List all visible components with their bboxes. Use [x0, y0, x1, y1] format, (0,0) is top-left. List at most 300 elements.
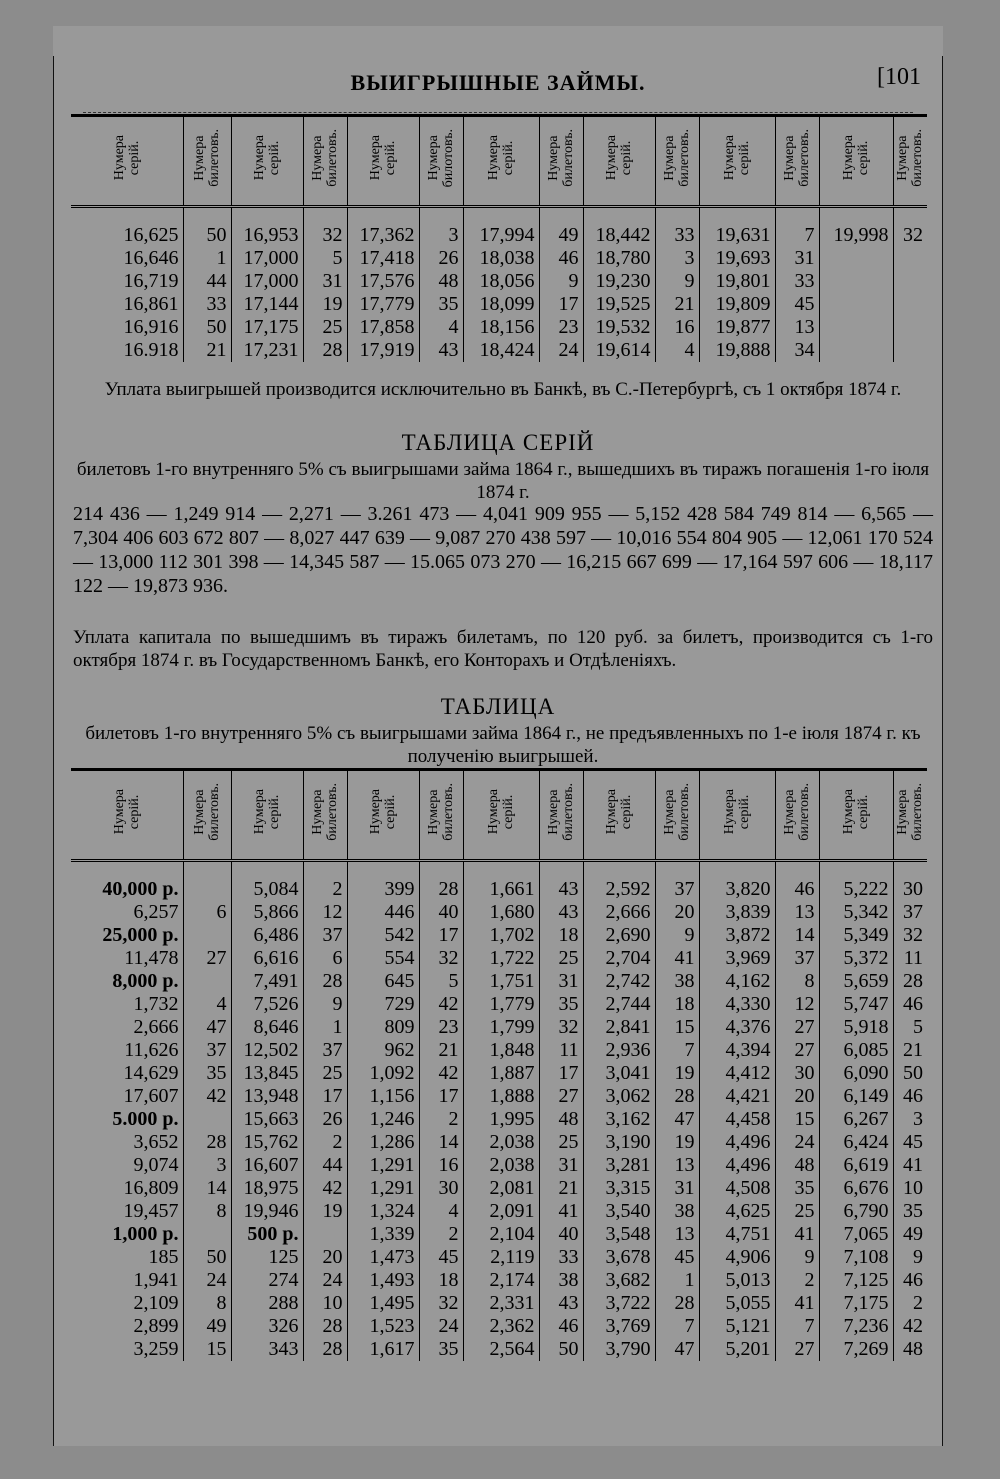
- ticket-number-cell: 49: [183, 1315, 231, 1338]
- ticket-number-cell: 46: [903, 1269, 923, 1291]
- column-header: [71, 770, 183, 861]
- column-header-label: Нумера серiй.: [841, 789, 871, 835]
- series-number-cell: 16,953: [231, 224, 303, 247]
- series-number-cell: 4,906: [699, 1246, 775, 1269]
- series-number-cell: 1,995: [463, 1108, 539, 1131]
- series-number-cell: 4,458: [699, 1108, 775, 1131]
- column-header: [893, 770, 927, 861]
- series-number-cell: 1,092: [347, 1062, 419, 1085]
- book-page: [53, 26, 943, 1446]
- ticket-number-cell: 31: [539, 970, 583, 993]
- series-number-cell: 1,888: [463, 1085, 539, 1108]
- series-number-cell: 19,631: [699, 224, 775, 247]
- series-number-cell: 3,682: [583, 1269, 655, 1292]
- series-number-cell: 288: [231, 1292, 303, 1315]
- ticket-number-cell: 50: [183, 316, 231, 339]
- series-number-cell: 645: [347, 970, 419, 993]
- ticket-number-cell: 41: [539, 1200, 583, 1223]
- table-row: [71, 293, 927, 316]
- ticket-number-cell: 28: [655, 1085, 699, 1108]
- capital-payment-note: Уплата капитала по вышедшимъ въ тиражъ билетамъ, по 120 руб. за билетъ, производится съ 1-го октября 1874 г. въ Государственномъ Банкѣ, его Конторахъ и Отдѣленiяхъ.: [73, 627, 933, 671]
- ticket-number-cell: 28: [183, 1131, 231, 1154]
- series-number-cell: 15,762: [231, 1131, 303, 1154]
- series-number-cell: 6,267: [819, 1108, 893, 1131]
- series-number-cell: 4,508: [699, 1177, 775, 1200]
- table-row: [71, 1315, 927, 1338]
- series-number-cell: 17,919: [347, 339, 419, 362]
- column-header: [655, 116, 699, 207]
- series-number-cell: 326: [231, 1315, 303, 1338]
- series-number-cell: 729: [347, 993, 419, 1016]
- table-row: [71, 1292, 927, 1315]
- series-number-cell: 2,936: [583, 1039, 655, 1062]
- column-header-label: Нумера серiй.: [252, 135, 282, 181]
- ticket-number-cell: 16: [419, 1154, 463, 1177]
- ticket-number-cell: 24: [419, 1315, 463, 1338]
- ticket-number-cell: 15: [775, 1108, 819, 1131]
- series-number-cell: 3,062: [583, 1085, 655, 1108]
- ticket-number-cell: 14: [183, 1177, 231, 1200]
- table-row: [71, 1131, 927, 1154]
- ticket-number-cell: 28: [303, 970, 347, 993]
- ticket-number-cell: 31: [539, 1154, 583, 1177]
- ticket-number-cell: 48: [419, 270, 463, 293]
- series-number-cell: 19,525: [583, 293, 655, 316]
- table-row: [71, 1338, 927, 1361]
- series-number-cell: 1,617: [347, 1338, 419, 1361]
- ticket-number-cell: 21: [419, 1039, 463, 1062]
- series-number-cell: 2,104: [463, 1223, 539, 1246]
- series-number-cell: 3,678: [583, 1246, 655, 1269]
- ticket-number-cell: 40: [419, 901, 463, 924]
- ticket-number-cell: 8: [775, 970, 819, 993]
- ticket-number-cell: 18: [655, 993, 699, 1016]
- ticket-number-cell: 46: [903, 1085, 923, 1107]
- series-number-cell: 1,661: [463, 878, 539, 901]
- series-number-cell: 18,056: [463, 270, 539, 293]
- series-number-cell: 16,809: [71, 1177, 183, 1200]
- column-header-label: Нумера билетовъ.: [895, 129, 926, 187]
- ticket-number-cell: 1: [655, 1269, 699, 1292]
- ticket-number-cell: [893, 270, 927, 293]
- ticket-number-cell: 1: [183, 247, 231, 270]
- ticket-number-cell: 2: [303, 1131, 347, 1154]
- table-row: [71, 901, 927, 924]
- ticket-number-cell: 28: [303, 1315, 347, 1338]
- series-number-cell: 19,457: [71, 1200, 183, 1223]
- table-row: [71, 1246, 927, 1269]
- series-number-cell: 18,780: [583, 247, 655, 270]
- column-header: [183, 116, 231, 207]
- series-number-cell: 16.918: [71, 339, 183, 362]
- ticket-number-cell: 45: [655, 1246, 699, 1269]
- table-row: [71, 1062, 927, 1085]
- ticket-number-cell: 4: [419, 1200, 463, 1223]
- ticket-number-cell: 27: [775, 1016, 819, 1039]
- series-number-cell: 2,899: [71, 1315, 183, 1338]
- ticket-number-cell: 4: [419, 316, 463, 339]
- drawn-series-list: 214 436 — 1,249 914 — 2,271 — 3.261 473 — 4,041 909 955 — 5,152 428 584 749 814 — 6,565 — 7,304 406 603 672 807 — 8,027 447 639 — 9,087 270 438 597 — 10,016 554 804 905 — 12,061 170 524 — 13,000 112 301 398 — 14,345 587 — 15.065 073 270 — 16,215 667 699 — 17,164 597 606 — 18,117 122 — 19,873 936.: [73, 503, 933, 597]
- series-number-cell: [819, 270, 893, 293]
- ticket-number-cell: 15: [183, 1338, 231, 1361]
- series-number-cell: 3,652: [71, 1131, 183, 1154]
- ticket-number-cell: 37: [903, 901, 923, 923]
- ticket-number-cell: 25: [303, 1062, 347, 1085]
- series-number-cell: 1,523: [347, 1315, 419, 1338]
- ticket-number-cell: 41: [903, 1154, 923, 1176]
- series-number-cell: 8,646: [231, 1016, 303, 1039]
- series-number-cell: 16,861: [71, 293, 183, 316]
- column-header-label: Нумера серiй.: [368, 135, 398, 181]
- ticket-number-cell: 26: [303, 1108, 347, 1131]
- series-number-cell: 3,839: [699, 901, 775, 924]
- table-row: [71, 270, 927, 293]
- series-number-cell: 18,975: [231, 1177, 303, 1200]
- series-number-cell: 3,315: [583, 1177, 655, 1200]
- column-header-label: Нумера билетовъ.: [662, 783, 692, 841]
- ticket-number-cell: 35: [419, 1338, 463, 1361]
- ticket-number-cell: 37: [775, 947, 819, 970]
- series-number-cell: 4,412: [699, 1062, 775, 1085]
- ticket-number-cell: 5: [419, 970, 463, 993]
- ticket-number-cell: 18: [419, 1269, 463, 1292]
- series-number-cell: 5,918: [819, 1016, 893, 1039]
- column-header: [419, 116, 463, 207]
- series-number-cell: 3,872: [699, 924, 775, 947]
- ticket-number-cell: 38: [655, 1200, 699, 1223]
- ticket-number-cell: 11: [539, 1039, 583, 1062]
- table-row: [71, 316, 927, 339]
- series-number-cell: 18,424: [463, 339, 539, 362]
- series-number-cell: 2,592: [583, 878, 655, 901]
- winning-series-table: [71, 114, 927, 362]
- ticket-number-cell: 17: [419, 1085, 463, 1108]
- ticket-number-cell: 47: [183, 1016, 231, 1039]
- series-number-cell: 5.000 р.: [71, 1108, 183, 1131]
- column-header-label: Нумера серiй.: [604, 135, 634, 181]
- column-header: [539, 770, 583, 861]
- series-number-cell: 3,281: [583, 1154, 655, 1177]
- series-number-cell: 7,491: [231, 970, 303, 993]
- column-header-label: Нумера серiй.: [722, 789, 752, 835]
- unclaimed-table-heading: ТАБЛИЦА: [440, 694, 556, 719]
- series-number-cell: 25,000 р.: [71, 924, 183, 947]
- ticket-number-cell: 15: [655, 1016, 699, 1039]
- ticket-number-cell: 44: [183, 270, 231, 293]
- series-number-cell: 6,149: [819, 1085, 893, 1108]
- series-number-cell: 2,109: [71, 1292, 183, 1315]
- page-number: [101: [877, 64, 921, 90]
- series-number-cell: 1,941: [71, 1269, 183, 1292]
- ticket-number-cell: 24: [183, 1269, 231, 1292]
- series-number-cell: [819, 339, 893, 362]
- series-number-cell: 6,676: [819, 1177, 893, 1200]
- ticket-number-cell: 38: [655, 970, 699, 993]
- series-number-cell: 1,702: [463, 924, 539, 947]
- ticket-number-cell: [303, 1223, 347, 1246]
- series-number-cell: 19,693: [699, 247, 775, 270]
- series-number-cell: 5,013: [699, 1269, 775, 1292]
- ticket-number-cell: [183, 1108, 231, 1131]
- ticket-number-cell: 27: [539, 1085, 583, 1108]
- series-number-cell: 3,162: [583, 1108, 655, 1131]
- series-number-cell: 17,362: [347, 224, 419, 247]
- series-number-cell: 19,230: [583, 270, 655, 293]
- header-rule: [83, 112, 913, 113]
- ticket-number-cell: 17: [303, 1085, 347, 1108]
- series-number-cell: 3,190: [583, 1131, 655, 1154]
- ticket-number-cell: 31: [655, 1177, 699, 1200]
- column-header: [463, 116, 539, 207]
- spacer-row: [71, 207, 927, 225]
- column-header-label: Нумера серiй.: [841, 135, 871, 181]
- ticket-number-cell: 21: [183, 339, 231, 362]
- series-number-cell: 6,486: [231, 924, 303, 947]
- series-number-cell: 1,324: [347, 1200, 419, 1223]
- series-number-cell: 6,616: [231, 947, 303, 970]
- series-number-cell: 6,085: [819, 1039, 893, 1062]
- series-number-cell: 3,969: [699, 947, 775, 970]
- column-header: [583, 770, 655, 861]
- series-number-cell: 2,038: [463, 1131, 539, 1154]
- ticket-number-cell: [893, 293, 927, 316]
- ticket-number-cell: 41: [775, 1223, 819, 1246]
- ticket-number-cell: 47: [655, 1338, 699, 1361]
- series-number-cell: 7,108: [819, 1246, 893, 1269]
- ticket-number-cell: 33: [539, 1246, 583, 1269]
- ticket-number-cell: 17: [539, 1062, 583, 1085]
- series-number-cell: 17,994: [463, 224, 539, 247]
- series-number-cell: 2,038: [463, 1154, 539, 1177]
- ticket-number-cell: 18: [539, 924, 583, 947]
- series-number-cell: 18,442: [583, 224, 655, 247]
- left-border-line: [53, 56, 54, 1446]
- series-number-cell: [819, 247, 893, 270]
- series-number-cell: 13,845: [231, 1062, 303, 1085]
- series-number-cell: 1,291: [347, 1154, 419, 1177]
- ticket-number-cell: 4: [655, 339, 699, 362]
- series-number-cell: 5,659: [819, 970, 893, 993]
- series-number-cell: 5,222: [819, 878, 893, 901]
- ticket-number-cell: 23: [419, 1016, 463, 1039]
- series-number-cell: 19,801: [699, 270, 775, 293]
- series-number-cell: 16,625: [71, 224, 183, 247]
- series-number-cell: 1,473: [347, 1246, 419, 1269]
- page-header: [53, 64, 943, 104]
- series-number-cell: 40,000 р.: [71, 878, 183, 901]
- series-number-cell: 5,342: [819, 901, 893, 924]
- table-row: [71, 1177, 927, 1200]
- series-number-cell: 17,175: [231, 316, 303, 339]
- ticket-number-cell: [893, 339, 927, 362]
- table-row: [71, 1200, 927, 1223]
- ticket-number-cell: 24: [539, 339, 583, 362]
- ticket-number-cell: 2: [419, 1108, 463, 1131]
- table-row: [71, 224, 927, 247]
- unclaimed-table-subheading: билетовъ 1-го внутренняго 5% съ выигрышами займа 1864 г., не предъявленныхъ по 1-е iюля 1874 г. къ полученiю выигрышей.: [85, 723, 921, 767]
- ticket-number-cell: 27: [183, 947, 231, 970]
- series-number-cell: 1,156: [347, 1085, 419, 1108]
- ticket-number-cell: 5: [303, 247, 347, 270]
- ticket-number-cell: 3: [655, 247, 699, 270]
- series-number-cell: 4,421: [699, 1085, 775, 1108]
- series-table-subheading: билетовъ 1-го внутренняго 5% съ выигрышами займа 1864 г., вышедшихъ въ тиражъ погашенiя 1-го iюля 1874 г.: [76, 459, 930, 503]
- column-header-label: Нумера билетовъ.: [426, 783, 456, 841]
- series-number-cell: 2,119: [463, 1246, 539, 1269]
- series-number-cell: 2,690: [583, 924, 655, 947]
- ticket-number-cell: 28: [303, 339, 347, 362]
- table-row: [71, 1016, 927, 1039]
- ticket-number-cell: 26: [419, 247, 463, 270]
- column-header: [419, 770, 463, 861]
- ticket-number-cell: 11: [903, 947, 923, 969]
- ticket-number-cell: 33: [655, 224, 699, 247]
- ticket-number-cell: 9: [655, 270, 699, 293]
- series-number-cell: 6,257: [71, 901, 183, 924]
- series-number-cell: 1,339: [347, 1223, 419, 1246]
- series-number-cell: 17,231: [231, 339, 303, 362]
- series-number-cell: 3,722: [583, 1292, 655, 1315]
- table-row: [71, 1269, 927, 1292]
- ticket-number-cell: 13: [655, 1223, 699, 1246]
- column-header-label: Нумера серiй.: [111, 789, 142, 835]
- series-number-cell: 16,916: [71, 316, 183, 339]
- series-number-cell: 2,742: [583, 970, 655, 993]
- series-number-cell: 5,121: [699, 1315, 775, 1338]
- ticket-number-cell: 50: [183, 224, 231, 247]
- series-number-cell: 1,286: [347, 1131, 419, 1154]
- ticket-number-cell: 25: [303, 316, 347, 339]
- series-number-cell: 2,666: [71, 1016, 183, 1039]
- series-number-cell: 1,246: [347, 1108, 419, 1131]
- ticket-number-cell: 43: [539, 1292, 583, 1315]
- series-number-cell: 3,820: [699, 878, 775, 901]
- series-number-cell: 2,081: [463, 1177, 539, 1200]
- ticket-number-cell: 48: [903, 1338, 923, 1360]
- series-number-cell: 17,144: [231, 293, 303, 316]
- ticket-number-cell: 35: [775, 1177, 819, 1200]
- ticket-number-cell: 19: [303, 293, 347, 316]
- ticket-number-cell: 9: [655, 924, 699, 947]
- ticket-number-cell: 49: [903, 1223, 923, 1245]
- series-number-cell: 399: [347, 878, 419, 901]
- series-number-cell: 2,744: [583, 993, 655, 1016]
- ticket-number-cell: 28: [655, 1292, 699, 1315]
- ticket-number-cell: [893, 316, 927, 339]
- ticket-number-cell: 43: [419, 339, 463, 362]
- ticket-number-cell: 48: [775, 1154, 819, 1177]
- series-number-cell: 3,769: [583, 1315, 655, 1338]
- column-header-label: Нумера серiй.: [252, 789, 282, 835]
- series-number-cell: 1,680: [463, 901, 539, 924]
- column-header: [463, 770, 539, 861]
- ticket-number-cell: 2: [775, 1269, 819, 1292]
- ticket-number-cell: 20: [655, 901, 699, 924]
- series-number-cell: 1,493: [347, 1269, 419, 1292]
- series-number-cell: 4,376: [699, 1016, 775, 1039]
- series-number-cell: 19,877: [699, 316, 775, 339]
- spacer-row: [71, 861, 927, 879]
- ticket-number-cell: 6: [183, 901, 231, 924]
- column-header: [303, 770, 347, 861]
- ticket-number-cell: 32: [539, 1016, 583, 1039]
- series-number-cell: 4,330: [699, 993, 775, 1016]
- ticket-number-cell: 41: [655, 947, 699, 970]
- series-number-cell: 3,041: [583, 1062, 655, 1085]
- series-number-cell: 274: [231, 1269, 303, 1292]
- ticket-number-cell: 5: [913, 1016, 923, 1038]
- series-number-cell: 4,394: [699, 1039, 775, 1062]
- ticket-number-cell: 10: [303, 1292, 347, 1315]
- column-header: [303, 116, 347, 207]
- series-number-cell: 2,704: [583, 947, 655, 970]
- series-number-cell: 9,074: [71, 1154, 183, 1177]
- series-number-cell: 18,099: [463, 293, 539, 316]
- ticket-number-cell: 44: [303, 1154, 347, 1177]
- series-number-cell: 1,732: [71, 993, 183, 1016]
- series-number-cell: 4,625: [699, 1200, 775, 1223]
- ticket-number-cell: 21: [903, 1039, 923, 1061]
- series-number-cell: 13,948: [231, 1085, 303, 1108]
- ticket-number-cell: 13: [775, 901, 819, 924]
- ticket-number-cell: 20: [775, 1085, 819, 1108]
- column-header: [775, 770, 819, 861]
- table-row: [71, 1223, 927, 1246]
- ticket-number-cell: 50: [903, 1062, 923, 1084]
- ticket-number-cell: 32: [303, 224, 347, 247]
- ticket-number-cell: 38: [539, 1269, 583, 1292]
- series-number-cell: 1,887: [463, 1062, 539, 1085]
- ticket-number-cell: 25: [539, 947, 583, 970]
- series-number-cell: 2,564: [463, 1338, 539, 1361]
- ticket-number-cell: 31: [775, 247, 819, 270]
- column-header: [539, 116, 583, 207]
- ticket-number-cell: 25: [539, 1131, 583, 1154]
- column-header-label: Нумера серiй.: [368, 789, 398, 835]
- series-number-cell: 16,646: [71, 247, 183, 270]
- series-number-cell: 19,809: [699, 293, 775, 316]
- series-number-cell: 185: [71, 1246, 183, 1269]
- ticket-number-cell: 42: [903, 1315, 923, 1337]
- ticket-number-cell: 2: [303, 878, 347, 901]
- ticket-number-cell: 46: [539, 1315, 583, 1338]
- series-table-heading: ТАБЛИЦА СЕРIЙ: [401, 430, 595, 455]
- ticket-number-cell: 42: [303, 1177, 347, 1200]
- series-number-cell: 1,751: [463, 970, 539, 993]
- table-row: [71, 1154, 927, 1177]
- column-header: [347, 116, 419, 207]
- series-number-cell: 14,629: [71, 1062, 183, 1085]
- ticket-number-cell: 37: [655, 878, 699, 901]
- series-number-cell: 6,090: [819, 1062, 893, 1085]
- ticket-number-cell: 35: [419, 293, 463, 316]
- ticket-number-cell: 50: [183, 1246, 231, 1269]
- ticket-number-cell: 35: [183, 1062, 231, 1085]
- series-number-cell: 3,790: [583, 1338, 655, 1361]
- column-header: [775, 116, 819, 207]
- ticket-number-cell: 8: [183, 1292, 231, 1315]
- ticket-number-cell: 24: [775, 1131, 819, 1154]
- series-number-cell: 3,548: [583, 1223, 655, 1246]
- series-number-cell: 554: [347, 947, 419, 970]
- series-number-cell: 15,663: [231, 1108, 303, 1131]
- ticket-number-cell: 9: [913, 1246, 923, 1268]
- ticket-number-cell: 7: [655, 1039, 699, 1062]
- column-header: [347, 770, 419, 861]
- series-number-cell: 7,526: [231, 993, 303, 1016]
- series-number-cell: 1,291: [347, 1177, 419, 1200]
- ticket-number-cell: 19: [655, 1131, 699, 1154]
